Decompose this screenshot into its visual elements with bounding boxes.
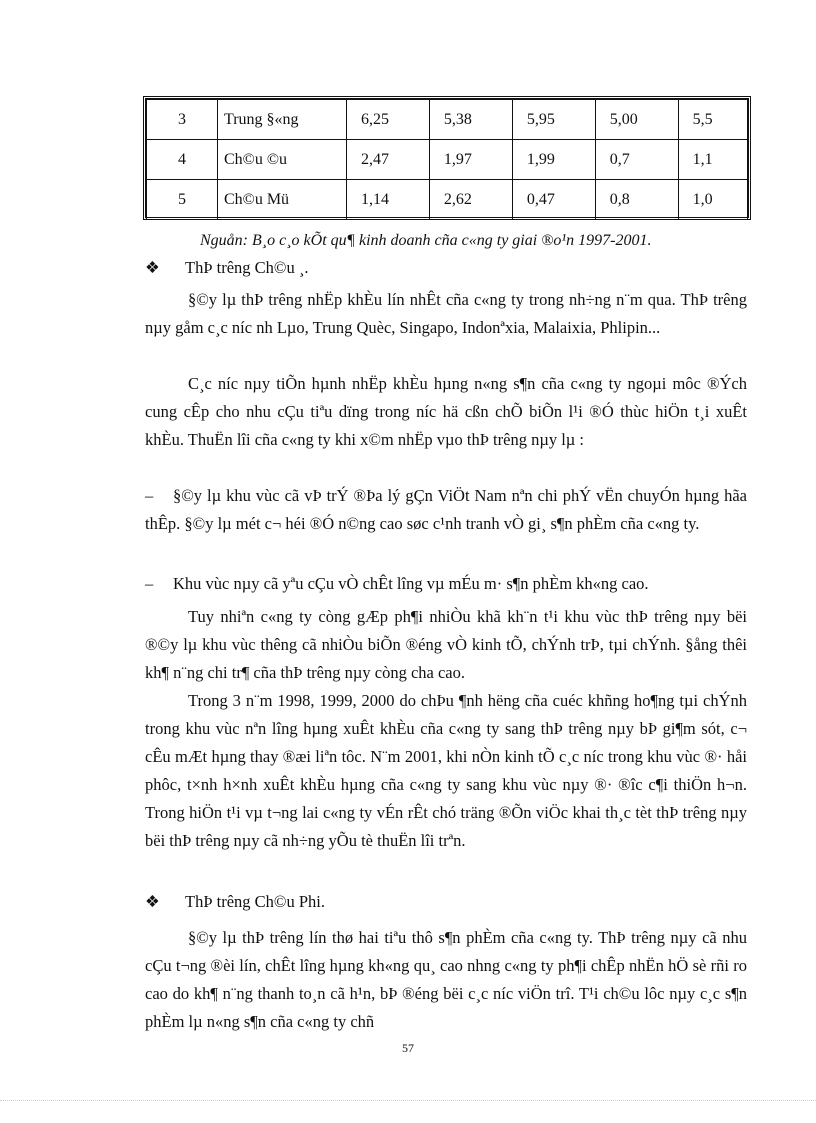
dash-marker: – (145, 486, 154, 505)
value-cell: 5,5 (678, 100, 747, 140)
dash-item-text: Khu vùc nµy cã yªu cÇu vÒ chÊt lîng vµ mÉu m· s¶n phÈm kh«ng cao. (173, 574, 649, 593)
value-cell: 5,00 (595, 100, 678, 140)
value-cell: 1,14 (347, 180, 430, 220)
table-body (146, 99, 748, 220)
value-cell: 1,0 (678, 180, 747, 220)
paragraph: §©y lµ thÞ trêng nhËp khÈu lín nhÊt cña c«ng ty trong nh÷ng n¨m qua. ThÞ trêng nµy gåm c¸c níc nh Lµo, Trung Quèc, Singapo, Indonªxia, Malaixia, Phlipin... (145, 290, 747, 337)
region-name: Trung §«ng (218, 100, 347, 140)
paragraph: Trong 3 n¨m 1998, 1999, 2000 do chÞu ¶nh hëng cña cuéc khñng ho¶ng tµi chÝnh trong khu vùc nªn lîng hµng xuÊt khÈu cña c«ng ty sang thÞ trêng nµy bÞ gi¶m sót, c¬ cÊu mÆt hµng thay ®æi liªn tôc. N¨m 2001, khi nÒn kinh tÕ c¸c níc trong khu vùc ®· håi phôc, t×nh h×nh xuÊt khÈu hµng cña c«ng ty sang khu vùc nµy ®· ®îc c¶i thiÖn h¬n. Trong hiÖn t¹i vµ t¬ng lai c«ng ty vÉn rÊt chó träng ®Õn viÖc khai th¸c tèt thÞ trêng nµy bëi thÞ trêng nµy cã nh÷ng yÕu tè thuËn lîi trªn. (145, 691, 747, 850)
value-cell: 2,47 (347, 140, 430, 180)
paragraph: Tuy nhiªn c«ng ty còng gÆp ph¶i nhiÒu khã kh¨n t¹i khu vùc thÞ trêng nµy bëi ®©y lµ khu vùc thêng cã nhiÒu biÕn ®éng vÒ kinh tÕ, chÝnh trÞ, tµi chÝnh. §ång thêi kh¶ n¨ng chi tr¶ cña thÞ trêng nµy còng cha cao. (145, 607, 747, 682)
dash-item-text: §©y lµ khu vùc cã vÞ trÝ ®Þa lý gÇn ViÖt Nam nªn chi phÝ vËn chuyÓn hµng hãa thÊp. §©y lµ mét c¬ héi ®Ó n©ng cao søc c¹nh tranh vÒ gi¸ s¶n phÈm cña c«ng ty. (145, 486, 747, 533)
table-source-note: Nguån: B¸o c¸o kÕt qu¶ kinh doanh cña c«ng ty giai ®o¹n 1997-2001. (200, 232, 652, 249)
export-share-table (143, 96, 751, 220)
value-cell: 2,62 (429, 180, 512, 220)
page-number: 57 (402, 1041, 414, 1055)
value-cell: 1,99 (512, 140, 595, 180)
dash-list-item (145, 482, 747, 538)
value-cell: 1,97 (429, 140, 512, 180)
table-row (147, 180, 748, 220)
value-cell: 0,7 (595, 140, 678, 180)
value-cell: 5,38 (429, 100, 512, 140)
bullet-diamond-icon: ❖ (145, 258, 160, 277)
section-heading-asia (145, 258, 308, 278)
dash-list-item (145, 570, 747, 598)
value-cell: 6,25 (347, 100, 430, 140)
paragraph: §©y lµ thÞ trêng lín thø hai tiªu thô s¶n phÈm cña c«ng ty. ThÞ trêng nµy cã nhu cÇu t¬ng ®èi lín, chÊt lîng hµng kh«ng qu¸ cao nhng c«ng ty ph¶i chÊp nhËn hÖ sè rñi ro cao do kh¶ n¨ng thanh to¸n cã h¹n, bÞ ®éng bëi c¸c níc viÖn trî. T¹i ch©u lôc nµy c¸c s¶n phÈm lµ n«ng s¶n cña c«ng ty chñ (145, 928, 747, 1031)
table-row (147, 140, 748, 180)
dash-marker: – (145, 574, 154, 593)
page-divider (0, 1100, 816, 1101)
row-number: 4 (147, 140, 218, 180)
value-cell: 0,8 (595, 180, 678, 220)
value-cell: 5,95 (512, 100, 595, 140)
table-row (147, 100, 748, 140)
value-cell: 1,1 (678, 140, 747, 180)
heading-text: ThÞ trêng Ch©u Phi. (185, 892, 325, 911)
section-heading-africa (145, 892, 325, 912)
paragraph: C¸c níc nµy tiÕn hµnh nhËp khÈu hµng n«ng s¶n cña c«ng ty ngoµi môc ®Ých cung cÊp cho nhu cÇu tiªu dïng trong níc hä cßn chÕ biÕn l¹i ®Ó thùc hiÖn t¸i xuÊt khÈu. ThuËn lîi cña c«ng ty khi x©m nhËp vµo thÞ trêng nµy lµ : (145, 374, 747, 449)
heading-text: ThÞ trêng Ch©u ¸. (185, 258, 309, 277)
row-number: 3 (147, 100, 218, 140)
row-number: 5 (147, 180, 218, 220)
value-cell: 0,47 (512, 180, 595, 220)
region-name: Ch©u ©u (218, 140, 347, 180)
bullet-diamond-icon: ❖ (145, 892, 160, 911)
region-name: Ch©u Mü (218, 180, 347, 220)
